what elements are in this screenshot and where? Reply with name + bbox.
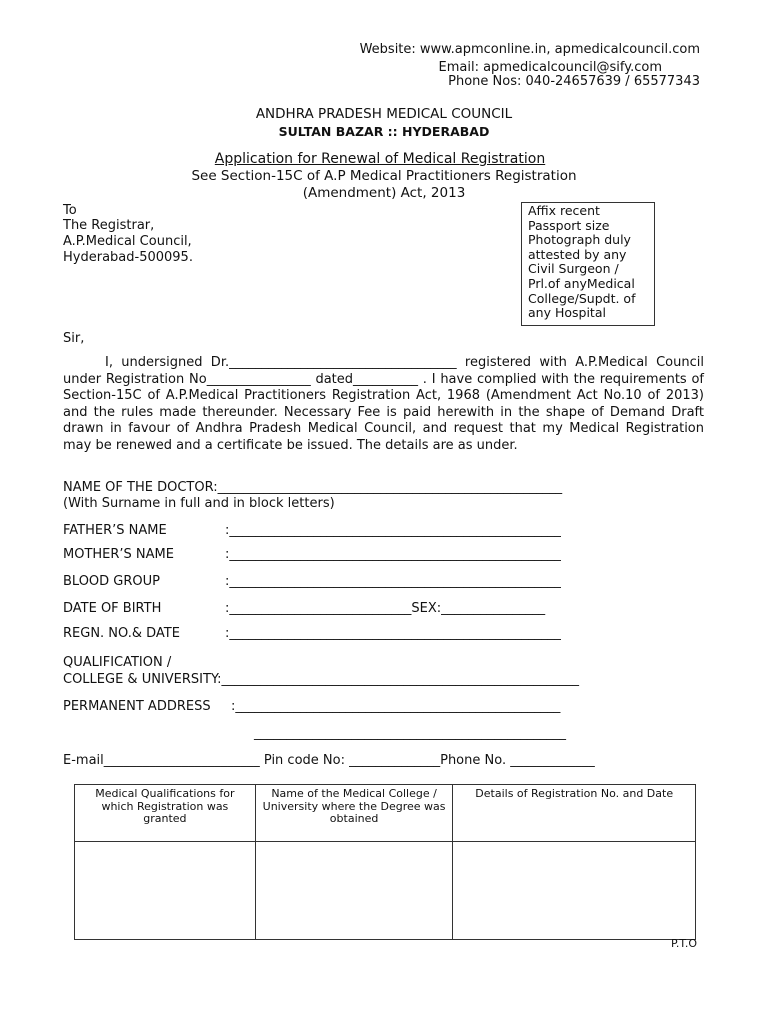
qualification-label: QUALIFICATION / [63, 655, 172, 670]
section-reference-1: See Section-15C of A.P Medical Practitioners Registration [191, 168, 577, 184]
phone-text: Phone Nos: 040-24657639 / 65577343 [448, 74, 700, 89]
table-header-row [75, 785, 696, 842]
mothers-name-field[interactable]: :___________________________________________________ [225, 547, 561, 562]
addressee-city: Hyderabad-500095. [63, 250, 193, 265]
qualifications-table [74, 784, 696, 940]
college-university-field[interactable]: COLLEGE & UNIVERSITY:_______________________________________________________ [63, 672, 580, 687]
blood-group-label: BLOOD GROUP [63, 574, 160, 589]
form-title: Application for Renewal of Medical Registration [214, 151, 546, 167]
regn-field[interactable]: :___________________________________________________ [225, 626, 561, 641]
permanent-address-label: PERMANENT ADDRESS [63, 699, 211, 714]
photo-box: Affix recent Passport size Photograph duly attested by any Civil Surgeon / Prl.of anyMedical College/Supdt. of any Hospital [521, 202, 655, 326]
org-location: SULTAN BAZAR :: HYDERABAD [278, 124, 490, 139]
contact-details-field[interactable]: E-mail________________________ Pin code No: ______________Phone No. _____________ [63, 753, 595, 768]
addressee-registrar: The Registrar, [63, 218, 155, 233]
table-cell-registration[interactable] [453, 842, 696, 940]
regn-label: REGN. NO.& DATE [63, 626, 180, 641]
permanent-address-field-2[interactable]: ________________________________________________ [254, 726, 566, 741]
fathers-name-label: FATHER’S NAME [63, 523, 167, 538]
col-header-qualifications: Medical Qualifications for which Registration was granted [75, 785, 256, 842]
letter-paragraph: I, undersigned Dr.___________________________________ registered with A.P.Medical Council under Registration No________________ dated__________ . I have complied with the requirements of Section-15C of A.P.Medical Practitioners Registration Act, 1968 (Amendment Act No.10 of 2013) and the rules made thereunder. Necessary Fee is paid herewith in the shape of Demand Draft drawn in favour of Andhra Pradesh Medical Council, and request that my Medical Registration may be renewed and a certificate be issued. The details are as under. [63, 355, 704, 453]
section-reference-2: (Amendment) Act, 2013 [302, 185, 466, 201]
dob-sex-field[interactable]: :____________________________SEX:________________ [225, 601, 546, 616]
table-cell-college[interactable] [255, 842, 453, 940]
letter-body [63, 355, 704, 455]
website-text: Website: www.apmconline.in, apmedicalcouncil.com [359, 42, 700, 57]
dob-label: DATE OF BIRTH [63, 601, 162, 616]
page-turn-over: P.T.O [671, 937, 697, 950]
addressee-council: A.P.Medical Council, [63, 234, 192, 249]
table-cell-qualifications[interactable] [75, 842, 256, 940]
addressee-to: To [63, 203, 77, 218]
doctor-name-note: (With Surname in full and in block letters) [63, 496, 335, 511]
org-name: ANDHRA PRADESH MEDICAL COUNCIL [255, 106, 513, 122]
blood-group-field[interactable]: :___________________________________________________ [225, 574, 561, 589]
doctor-name-field[interactable]: NAME OF THE DOCTOR:_____________________________________________________ [63, 480, 563, 495]
col-header-college: Name of the Medical College / University where the Degree was obtained [255, 785, 453, 842]
fathers-name-field[interactable]: :___________________________________________________ [225, 523, 561, 538]
permanent-address-field-1[interactable]: :__________________________________________________ [231, 699, 561, 714]
email-text: Email: apmedicalcouncil@sify.com [438, 60, 662, 75]
salutation: Sir, [63, 331, 85, 346]
table-row [75, 842, 696, 940]
mothers-name-label: MOTHER’S NAME [63, 547, 174, 562]
col-header-registration: Details of Registration No. and Date [453, 785, 696, 842]
